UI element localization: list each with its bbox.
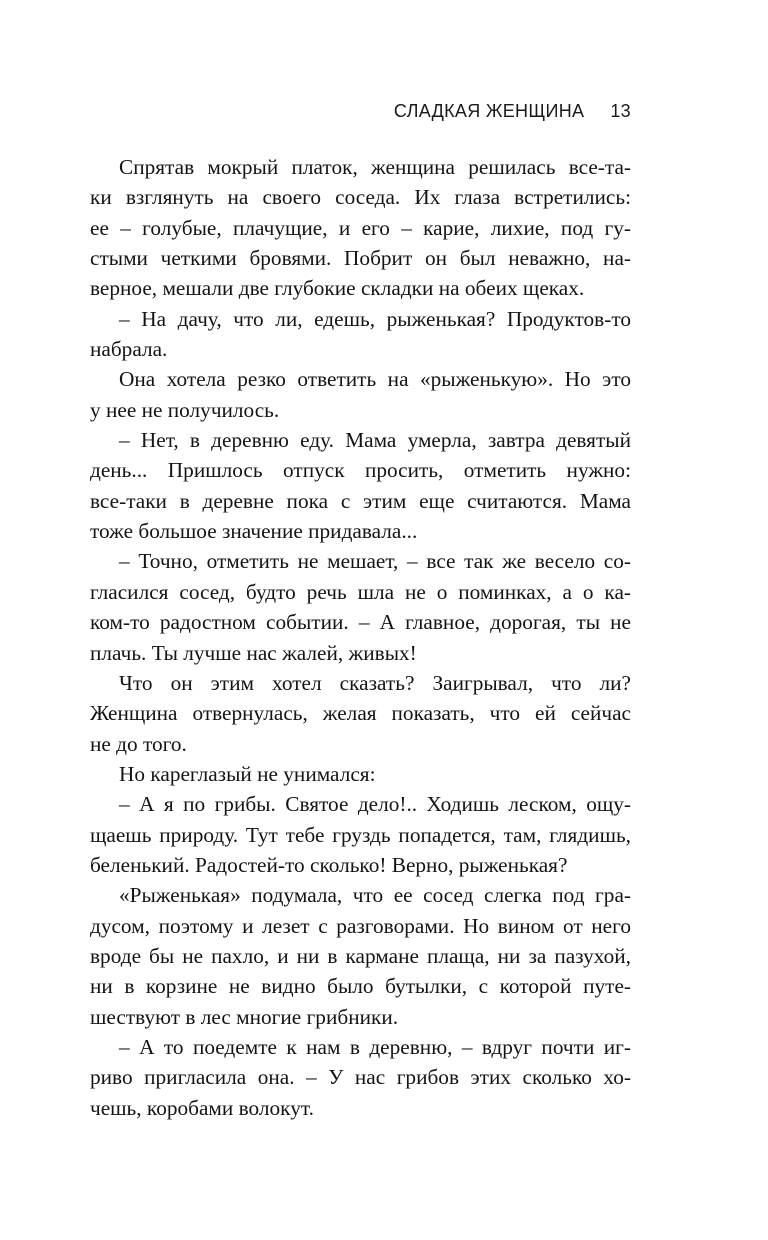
text-line: ни в корзине не видно было бутылки, с которой путе- [90,974,631,999]
text-line: ее – голубые, плачущие, и его – карие, лихие, под гу- [90,215,631,240]
text-line: – Нет, в деревню еду. Мама умерла, завтра девятый [119,428,631,453]
paragraph [90,364,631,425]
text-line: – На дачу, что ли, едешь, рыженькая? Продуктов-то [119,306,631,331]
text-line: дусом, поэтому и лезет с разговорами. Но вином от него [90,913,631,938]
paragraph [90,759,631,789]
text-line: «Рыженькая» подумала, что ее сосед слегка под гра- [119,883,631,908]
text-line: Но кареглазый не унимался: [119,761,376,786]
text-line: Что он этим хотел сказать? Заигрывал, что ли? [119,670,631,695]
text-line: верное, мешали две глубокие складки на обеих щеках. [90,276,585,301]
paragraph [90,546,631,667]
text-line: Она хотела резко ответить на «рыженькую». Но это [119,367,631,392]
text-line: ком-то радостном событии. – А главное, дорогая, ты не [90,610,631,635]
chapter-title: СЛАДКАЯ ЖЕНЩИНА [393,100,585,121]
text-line: – А я по грибы. Святое дело!.. Ходишь леском, ощу- [119,792,631,817]
text-line: не до того. [90,731,187,756]
paragraph [90,1032,631,1123]
text-line: вроде бы не пахло, и ни в кармане плаща, ни за пазухой, [90,943,631,968]
text-line: беленький. Радостей-то сколько! Верно, рыженькая? [90,852,568,877]
text-line: ки взглянуть на своего соседа. Их глаза встретились: [90,185,631,210]
paragraph [90,880,631,1032]
text-line: плачь. Ты лучше нас жалей, живых! [90,640,417,665]
text-line: у нее не получилось. [90,397,280,422]
text-line: Женщина отвернулась, желая показать, что ей сейчас [90,701,631,726]
text-line: – Точно, отметить не мешает, – все так же весело со- [119,549,631,574]
text-line: щаешь природу. Тут тебе груздь попадется, там, глядишь, [90,822,631,847]
paragraph [90,789,631,880]
paragraph [90,152,631,304]
text-line: набрала. [90,337,168,362]
text-line: день... Пришлось отпуск просить, отметить нужно: [90,458,631,483]
text-line: шествуют в лес многие грибники. [90,1004,399,1029]
page-number: 13 [610,100,631,121]
text-line: Спрятав мокрый платок, женщина решилась все-та- [119,155,631,179]
body-text [90,152,631,1123]
text-line: – А то поедемте к нам в деревню, – вдруг почти иг- [119,1034,631,1059]
paragraph [90,425,631,546]
text-line: все-таки в деревне пока с этим еще считаются. Мама [90,488,631,513]
text-line: риво пригласила она. – У нас грибов этих сколько хо- [90,1065,631,1090]
text-line: гласился сосед, будто речь шла не о поминках, а о ка- [90,579,631,604]
text-line: тоже большое значение придавала... [90,519,418,544]
text-line: чешь, коробами волокут. [90,1095,314,1120]
paragraph [90,668,631,759]
paragraph [90,304,631,365]
text-line: стыми четкими бровями. Побрит он был неважно, на- [90,246,631,271]
running-header [90,96,631,126]
